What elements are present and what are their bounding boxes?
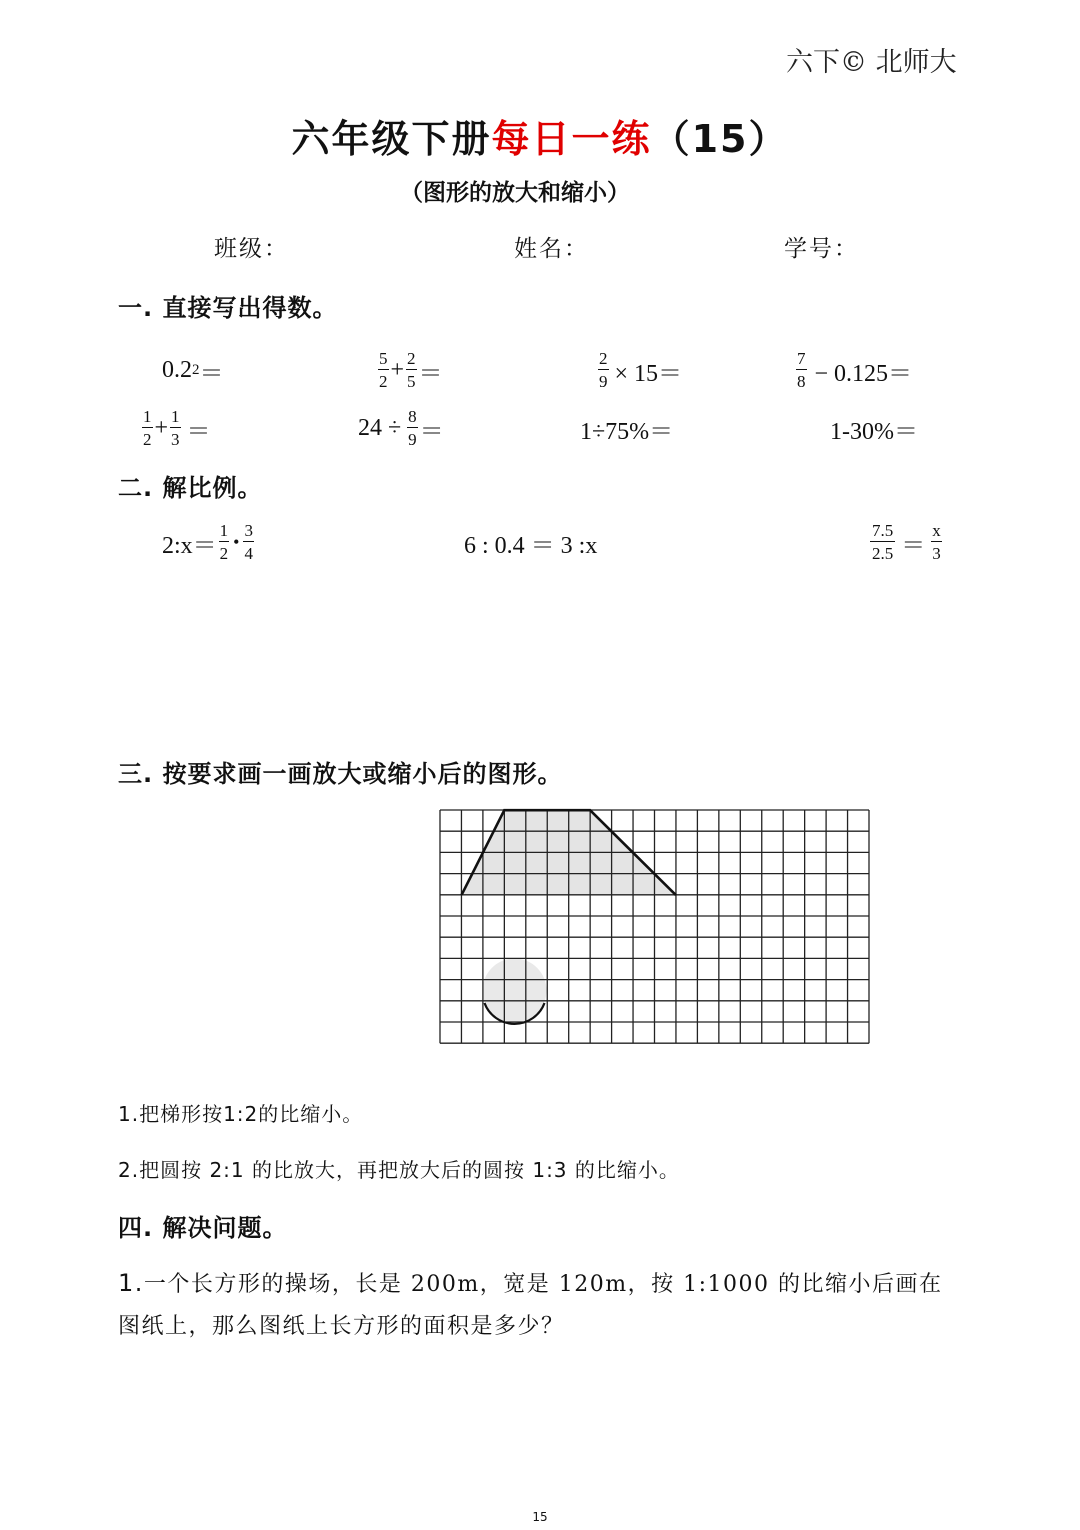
- calc-1: [162, 340, 224, 400]
- operator: ＝: [901, 532, 926, 559]
- calc-3: [596, 340, 682, 400]
- title-suffix: （15）: [651, 117, 789, 161]
- header-tag: 六下© 北师大: [786, 47, 957, 78]
- fraction: [219, 522, 230, 562]
- numerator: 1: [219, 521, 229, 540]
- fraction: [870, 522, 895, 562]
- fraction: [406, 350, 417, 390]
- operator: +: [154, 414, 169, 441]
- denominator: 5: [407, 372, 416, 391]
- page-number: 15: [532, 1510, 548, 1524]
- fraction: [407, 408, 418, 448]
- name-label: 姓名：: [514, 236, 589, 262]
- number-label: 学号：: [784, 236, 859, 262]
- grid-lines: [440, 810, 869, 1043]
- calc-4: [794, 340, 912, 400]
- denominator: 3: [171, 430, 180, 449]
- problem-1: [118, 1262, 948, 1348]
- operator: •: [233, 531, 240, 552]
- drawing-grid: [438, 808, 872, 1052]
- equals: ＝: [418, 360, 443, 387]
- problem-1-text: 一个长方形的操场，长是 200m，宽是 120m，按 1:1000 的比缩小后画在图纸上，那么图纸上长方形的面积是多少？: [118, 1272, 943, 1339]
- problem-1-number: 1.: [118, 1269, 144, 1297]
- calc-1-exp: 2: [192, 361, 200, 378]
- numerator: 1: [171, 407, 180, 426]
- denominator: 2: [219, 544, 229, 563]
- numerator: x: [932, 521, 941, 540]
- title-highlight: 每日一练: [491, 117, 652, 161]
- proportion-1: [162, 512, 256, 572]
- numerator: 7: [797, 349, 806, 368]
- fraction: [796, 350, 807, 390]
- calc-1-tail: ＝: [199, 360, 224, 387]
- numerator: 2: [599, 349, 608, 368]
- task-2: 2.把圆按 2:1 的比放大，再把放大后的圆按 1:3 的比缩小。: [118, 1158, 680, 1182]
- numerator: 3: [244, 521, 253, 540]
- denominator: 8: [797, 372, 806, 391]
- calc-1-base: 0.2: [162, 356, 192, 383]
- circle-shape: [483, 959, 547, 1023]
- proportion-1-lead: 2:x＝: [162, 532, 217, 559]
- denominator: 2.5: [872, 544, 894, 563]
- section-2-heading: 二. 解比例。: [118, 474, 263, 502]
- section-4-heading: 四. 解决问题。: [118, 1214, 288, 1242]
- calc-2: [376, 340, 443, 400]
- task-1: 1.把梯形按1:2的比缩小。: [118, 1102, 364, 1126]
- denominator: 3: [932, 544, 941, 563]
- denominator: 9: [599, 372, 608, 391]
- numerator: 7.5: [872, 521, 894, 540]
- calc-6: [358, 398, 444, 458]
- operator: +: [390, 356, 405, 383]
- page-title: [0, 108, 1080, 163]
- denominator: 4: [244, 544, 253, 563]
- numerator: 5: [379, 349, 388, 368]
- proportion-3: [868, 512, 944, 572]
- calc-6-lead: 24 ÷: [358, 414, 402, 441]
- calc-3-tail: × 15＝: [614, 360, 683, 387]
- equals: ＝: [419, 418, 444, 445]
- numerator: 1: [143, 407, 152, 426]
- page-subtitle: （图形的放大和缩小）: [400, 180, 630, 206]
- calc-4-tail: − 0.125＝: [814, 360, 913, 387]
- calc-7: 1÷75%＝: [580, 418, 674, 445]
- numerator: 8: [408, 407, 417, 426]
- fraction: [243, 522, 254, 562]
- denominator: 2: [379, 372, 388, 391]
- proportion-2: 6 : 0.4 ＝ 3 :x: [464, 532, 598, 559]
- section-3-heading: 三. 按要求画一画放大或缩小后的图形。: [118, 760, 563, 788]
- fraction: [378, 350, 389, 390]
- fraction: [931, 522, 942, 562]
- denominator: 9: [408, 430, 417, 449]
- equals: ＝: [186, 418, 211, 445]
- denominator: 2: [143, 430, 152, 449]
- fraction: [142, 408, 153, 448]
- title-prefix: 六年级下册: [291, 117, 492, 161]
- fraction: [170, 408, 181, 448]
- class-label: 班级：: [214, 236, 289, 262]
- calc-8: 1-30%＝: [830, 418, 918, 445]
- numerator: 2: [407, 349, 416, 368]
- fraction: [598, 350, 609, 390]
- calc-5: [140, 398, 211, 458]
- section-1-heading: 一. 直接写出得数。: [118, 294, 338, 322]
